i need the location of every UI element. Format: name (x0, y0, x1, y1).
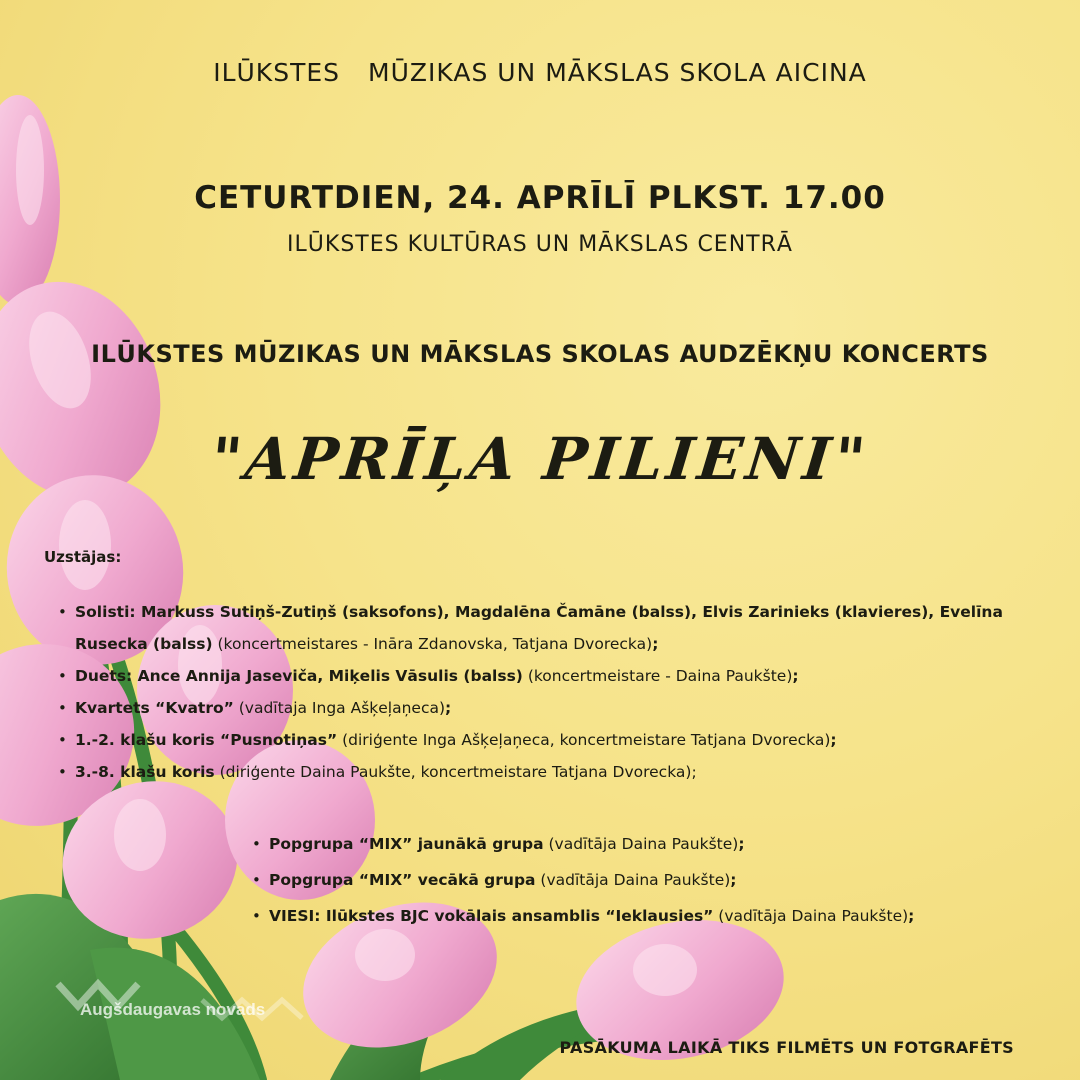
school-invitation (0, 58, 1080, 87)
event-venue: ILŪKSTES KULTŪRAS UN MĀKSLAS CENTRĀ (287, 232, 793, 257)
list-item (58, 660, 1068, 692)
item-end: ; (830, 731, 837, 749)
item-end: ; (908, 907, 915, 925)
performer-details: (koncertmeistares - Ināra Zdanovska, Tatjana Dvorecka) (212, 635, 653, 653)
list-item (58, 756, 1068, 788)
item-end: ; (792, 667, 799, 685)
performer-name: Duets: Ance Annija Jaseviča, Miķelis Vāsulis (balss) (75, 667, 523, 685)
performer-name: 1.-2. klašu koris “Pusnotiņas” (75, 731, 338, 749)
event-date-time: CETURTDIEN, 24. APRĪLĪ PLKST. 17.00 (194, 180, 886, 216)
item-end: ; (691, 763, 697, 781)
item-end: ; (730, 871, 737, 889)
performer-details: (vadītāja Daina Paukšte) (713, 907, 909, 925)
performer-name: Kvartets “Kvatro” (75, 699, 234, 717)
concert-title: ILŪKSTES MŪZIKAS UN MĀKSLAS SKOLAS AUDZĒKŅU KONCERTS (91, 340, 989, 368)
list-item (58, 692, 1068, 724)
school-name-part2: MŪZIKAS UN MĀKSLAS SKOLA AICINA (368, 58, 867, 87)
performer-name: Popgrupa “MIX” jaunākā grupa (269, 835, 544, 853)
list-item (58, 596, 1068, 660)
concert-name: "APRĪĻA PILIENI" (207, 425, 873, 493)
performer-details: (diriģente Daina Paukšte, koncertmeistare Tatjana Dvorecka) (214, 763, 692, 781)
list-item (252, 862, 1072, 898)
list-item (58, 724, 1068, 756)
performer-name: 3.-8. klašu koris (75, 763, 215, 781)
region-logo-text: Augšdaugavas novads (80, 1000, 266, 1019)
item-end: ; (445, 699, 452, 717)
performers-list (58, 596, 1068, 788)
performers-label: Uzstājas: (44, 548, 122, 566)
performer-details: (vadītāja Daina Paukšte) (543, 835, 739, 853)
performer-details: (diriģente Inga Ašķeļaņeca, koncertmeistare Tatjana Dvorecka) (337, 731, 831, 749)
filming-notice: PASĀKUMA LAIKĀ TIKS FILMĒTS UN FOTGRAFĒTS (559, 1038, 1014, 1057)
performer-name: Popgrupa “MIX” vecākā grupa (269, 871, 536, 889)
performer-details: (vadītaja Inga Ašķeļaņeca) (233, 699, 446, 717)
performer-name: VIESI: Ilūkstes BJC vokālais ansamblis “Ieklausies” (269, 907, 714, 925)
school-name-part1: ILŪKSTES (213, 58, 341, 87)
item-end: ; (652, 635, 659, 653)
performer-name: Solisti: Markuss Sutiņš-Zutiņš (saksofons), Magdalēna Čamāne (balss), Elvis Zarinieks (klavieres), Evelīna Rusecka (balss) (75, 603, 1003, 653)
list-item (252, 898, 1072, 934)
performer-details: (koncertmeistare - Daina Paukšte) (522, 667, 793, 685)
performer-details: (vadītāja Daina Paukšte) (535, 871, 731, 889)
list-item (252, 826, 1072, 862)
performers-sublist (252, 826, 1072, 934)
item-end: ; (738, 835, 745, 853)
